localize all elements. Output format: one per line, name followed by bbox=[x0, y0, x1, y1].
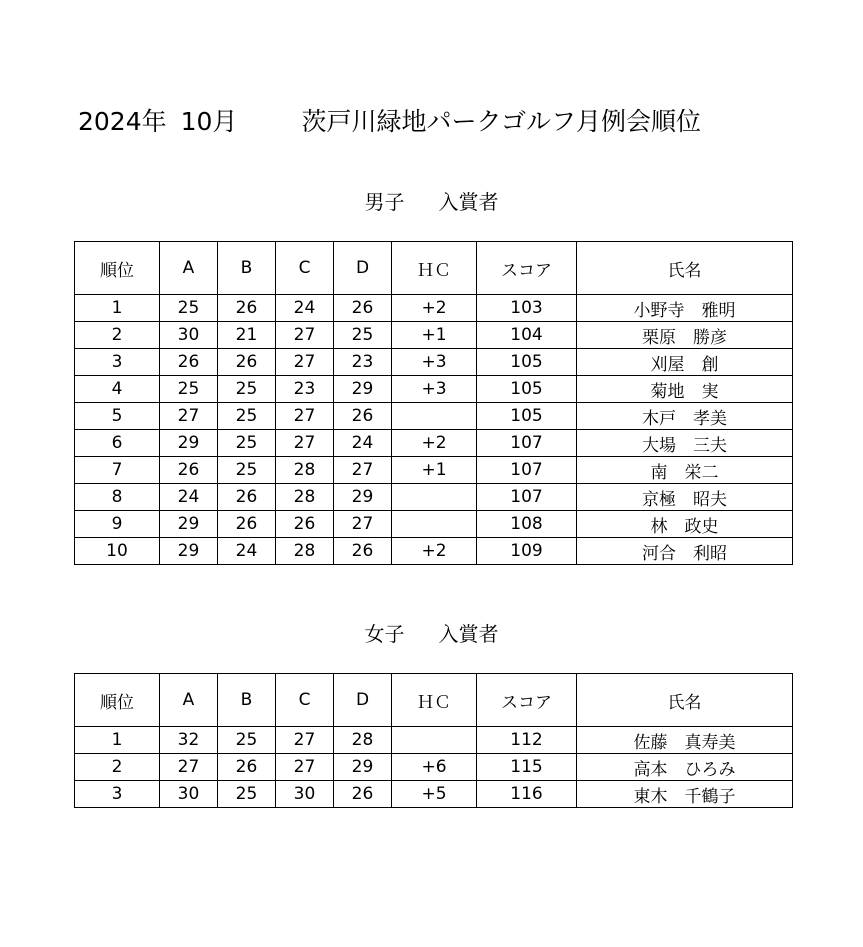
b-cell: 25 bbox=[218, 403, 276, 430]
b-cell: 24 bbox=[218, 538, 276, 565]
men-results-table bbox=[74, 241, 793, 565]
column-header-d: D bbox=[334, 674, 392, 727]
b-cell: 26 bbox=[218, 349, 276, 376]
b-cell: 25 bbox=[218, 430, 276, 457]
rank-cell: 6 bbox=[75, 430, 160, 457]
column-header-name: 氏名 bbox=[577, 242, 793, 295]
a-cell: 30 bbox=[160, 322, 218, 349]
men-heading-group: 男子 bbox=[364, 190, 405, 214]
rank-cell: 4 bbox=[75, 376, 160, 403]
column-header-hc: ＨＣ bbox=[392, 242, 477, 295]
b-cell: 26 bbox=[218, 754, 276, 781]
hc-cell: +5 bbox=[392, 781, 477, 808]
b-cell: 25 bbox=[218, 727, 276, 754]
name-cell: 林 政史 bbox=[577, 511, 793, 538]
column-header-c: C bbox=[276, 242, 334, 295]
column-header-rank: 順位 bbox=[75, 242, 160, 295]
d-cell: 24 bbox=[334, 430, 392, 457]
d-cell: 29 bbox=[334, 376, 392, 403]
a-cell: 29 bbox=[160, 430, 218, 457]
score-cell: 104 bbox=[477, 322, 577, 349]
column-header-hc: ＨＣ bbox=[392, 674, 477, 727]
d-cell: 26 bbox=[334, 538, 392, 565]
title-month: 10月 bbox=[180, 107, 238, 136]
c-cell: 30 bbox=[276, 781, 334, 808]
table-row bbox=[75, 457, 793, 484]
c-cell: 27 bbox=[276, 754, 334, 781]
hc-cell: +3 bbox=[392, 349, 477, 376]
table-row bbox=[75, 727, 793, 754]
a-cell: 27 bbox=[160, 754, 218, 781]
score-cell: 108 bbox=[477, 511, 577, 538]
b-cell: 21 bbox=[218, 322, 276, 349]
column-header-name: 氏名 bbox=[577, 674, 793, 727]
score-cell: 109 bbox=[477, 538, 577, 565]
women-header-row bbox=[75, 674, 793, 727]
hc-cell bbox=[392, 484, 477, 511]
title-event-name: 茨戸川緑地パークゴルフ月例会順位 bbox=[301, 107, 701, 136]
rank-cell: 3 bbox=[75, 349, 160, 376]
hc-cell bbox=[392, 727, 477, 754]
rank-cell: 10 bbox=[75, 538, 160, 565]
score-cell: 105 bbox=[477, 403, 577, 430]
c-cell: 27 bbox=[276, 430, 334, 457]
a-cell: 29 bbox=[160, 538, 218, 565]
hc-cell: +2 bbox=[392, 295, 477, 322]
men-heading-label: 入賞者 bbox=[438, 190, 499, 214]
score-cell: 105 bbox=[477, 349, 577, 376]
score-cell: 115 bbox=[477, 754, 577, 781]
c-cell: 26 bbox=[276, 511, 334, 538]
title-year: 2024年 bbox=[78, 107, 167, 136]
rank-cell: 2 bbox=[75, 754, 160, 781]
score-cell: 105 bbox=[477, 376, 577, 403]
b-cell: 25 bbox=[218, 781, 276, 808]
hc-cell: +2 bbox=[392, 538, 477, 565]
column-header-a: A bbox=[160, 242, 218, 295]
b-cell: 26 bbox=[218, 295, 276, 322]
page-title bbox=[78, 104, 701, 140]
table-row bbox=[75, 403, 793, 430]
name-cell: 河合 利昭 bbox=[577, 538, 793, 565]
column-header-rank: 順位 bbox=[75, 674, 160, 727]
score-cell: 107 bbox=[477, 430, 577, 457]
d-cell: 29 bbox=[334, 754, 392, 781]
women-heading-group: 女子 bbox=[364, 622, 405, 646]
rank-cell: 5 bbox=[75, 403, 160, 430]
column-header-score: スコア bbox=[477, 242, 577, 295]
column-header-b: B bbox=[218, 242, 276, 295]
column-header-score: スコア bbox=[477, 674, 577, 727]
table-row bbox=[75, 538, 793, 565]
b-cell: 26 bbox=[218, 484, 276, 511]
hc-cell: +6 bbox=[392, 754, 477, 781]
b-cell: 25 bbox=[218, 457, 276, 484]
women-section-heading bbox=[0, 620, 863, 648]
name-cell: 木戸 孝美 bbox=[577, 403, 793, 430]
a-cell: 30 bbox=[160, 781, 218, 808]
d-cell: 26 bbox=[334, 781, 392, 808]
table-row bbox=[75, 511, 793, 538]
b-cell: 26 bbox=[218, 511, 276, 538]
a-cell: 25 bbox=[160, 376, 218, 403]
rank-cell: 1 bbox=[75, 295, 160, 322]
table-row bbox=[75, 754, 793, 781]
name-cell: 栗原 勝彦 bbox=[577, 322, 793, 349]
column-header-c: C bbox=[276, 674, 334, 727]
hc-cell: +3 bbox=[392, 376, 477, 403]
name-cell: 京極 昭夫 bbox=[577, 484, 793, 511]
name-cell: 刈屋 創 bbox=[577, 349, 793, 376]
a-cell: 25 bbox=[160, 295, 218, 322]
c-cell: 27 bbox=[276, 403, 334, 430]
c-cell: 27 bbox=[276, 322, 334, 349]
a-cell: 27 bbox=[160, 403, 218, 430]
name-cell: 佐藤 真寿美 bbox=[577, 727, 793, 754]
hc-cell: +2 bbox=[392, 430, 477, 457]
b-cell: 25 bbox=[218, 376, 276, 403]
table-row bbox=[75, 781, 793, 808]
score-cell: 112 bbox=[477, 727, 577, 754]
table-row bbox=[75, 349, 793, 376]
c-cell: 27 bbox=[276, 349, 334, 376]
c-cell: 23 bbox=[276, 376, 334, 403]
women-results-table bbox=[74, 673, 793, 808]
name-cell: 小野寺 雅明 bbox=[577, 295, 793, 322]
name-cell: 菊地 実 bbox=[577, 376, 793, 403]
d-cell: 25 bbox=[334, 322, 392, 349]
c-cell: 28 bbox=[276, 538, 334, 565]
d-cell: 27 bbox=[334, 511, 392, 538]
hc-cell: +1 bbox=[392, 322, 477, 349]
d-cell: 26 bbox=[334, 295, 392, 322]
score-cell: 107 bbox=[477, 457, 577, 484]
a-cell: 29 bbox=[160, 511, 218, 538]
a-cell: 32 bbox=[160, 727, 218, 754]
score-cell: 103 bbox=[477, 295, 577, 322]
table-row bbox=[75, 322, 793, 349]
name-cell: 南 栄二 bbox=[577, 457, 793, 484]
hc-cell bbox=[392, 403, 477, 430]
rank-cell: 8 bbox=[75, 484, 160, 511]
a-cell: 24 bbox=[160, 484, 218, 511]
rank-cell: 9 bbox=[75, 511, 160, 538]
c-cell: 24 bbox=[276, 295, 334, 322]
a-cell: 26 bbox=[160, 457, 218, 484]
rank-cell: 7 bbox=[75, 457, 160, 484]
name-cell: 大場 三夫 bbox=[577, 430, 793, 457]
table-row bbox=[75, 484, 793, 511]
hc-cell bbox=[392, 511, 477, 538]
c-cell: 28 bbox=[276, 484, 334, 511]
women-heading-label: 入賞者 bbox=[438, 622, 499, 646]
d-cell: 29 bbox=[334, 484, 392, 511]
rank-cell: 3 bbox=[75, 781, 160, 808]
c-cell: 27 bbox=[276, 727, 334, 754]
d-cell: 28 bbox=[334, 727, 392, 754]
rank-cell: 1 bbox=[75, 727, 160, 754]
score-cell: 107 bbox=[477, 484, 577, 511]
rank-cell: 2 bbox=[75, 322, 160, 349]
score-cell: 116 bbox=[477, 781, 577, 808]
men-header-row bbox=[75, 242, 793, 295]
name-cell: 東木 千鶴子 bbox=[577, 781, 793, 808]
name-cell: 高本 ひろみ bbox=[577, 754, 793, 781]
d-cell: 26 bbox=[334, 403, 392, 430]
d-cell: 27 bbox=[334, 457, 392, 484]
hc-cell: +1 bbox=[392, 457, 477, 484]
a-cell: 26 bbox=[160, 349, 218, 376]
d-cell: 23 bbox=[334, 349, 392, 376]
table-row bbox=[75, 295, 793, 322]
table-row bbox=[75, 430, 793, 457]
table-row bbox=[75, 376, 793, 403]
column-header-b: B bbox=[218, 674, 276, 727]
column-header-d: D bbox=[334, 242, 392, 295]
men-section-heading bbox=[0, 188, 863, 216]
c-cell: 28 bbox=[276, 457, 334, 484]
column-header-a: A bbox=[160, 674, 218, 727]
